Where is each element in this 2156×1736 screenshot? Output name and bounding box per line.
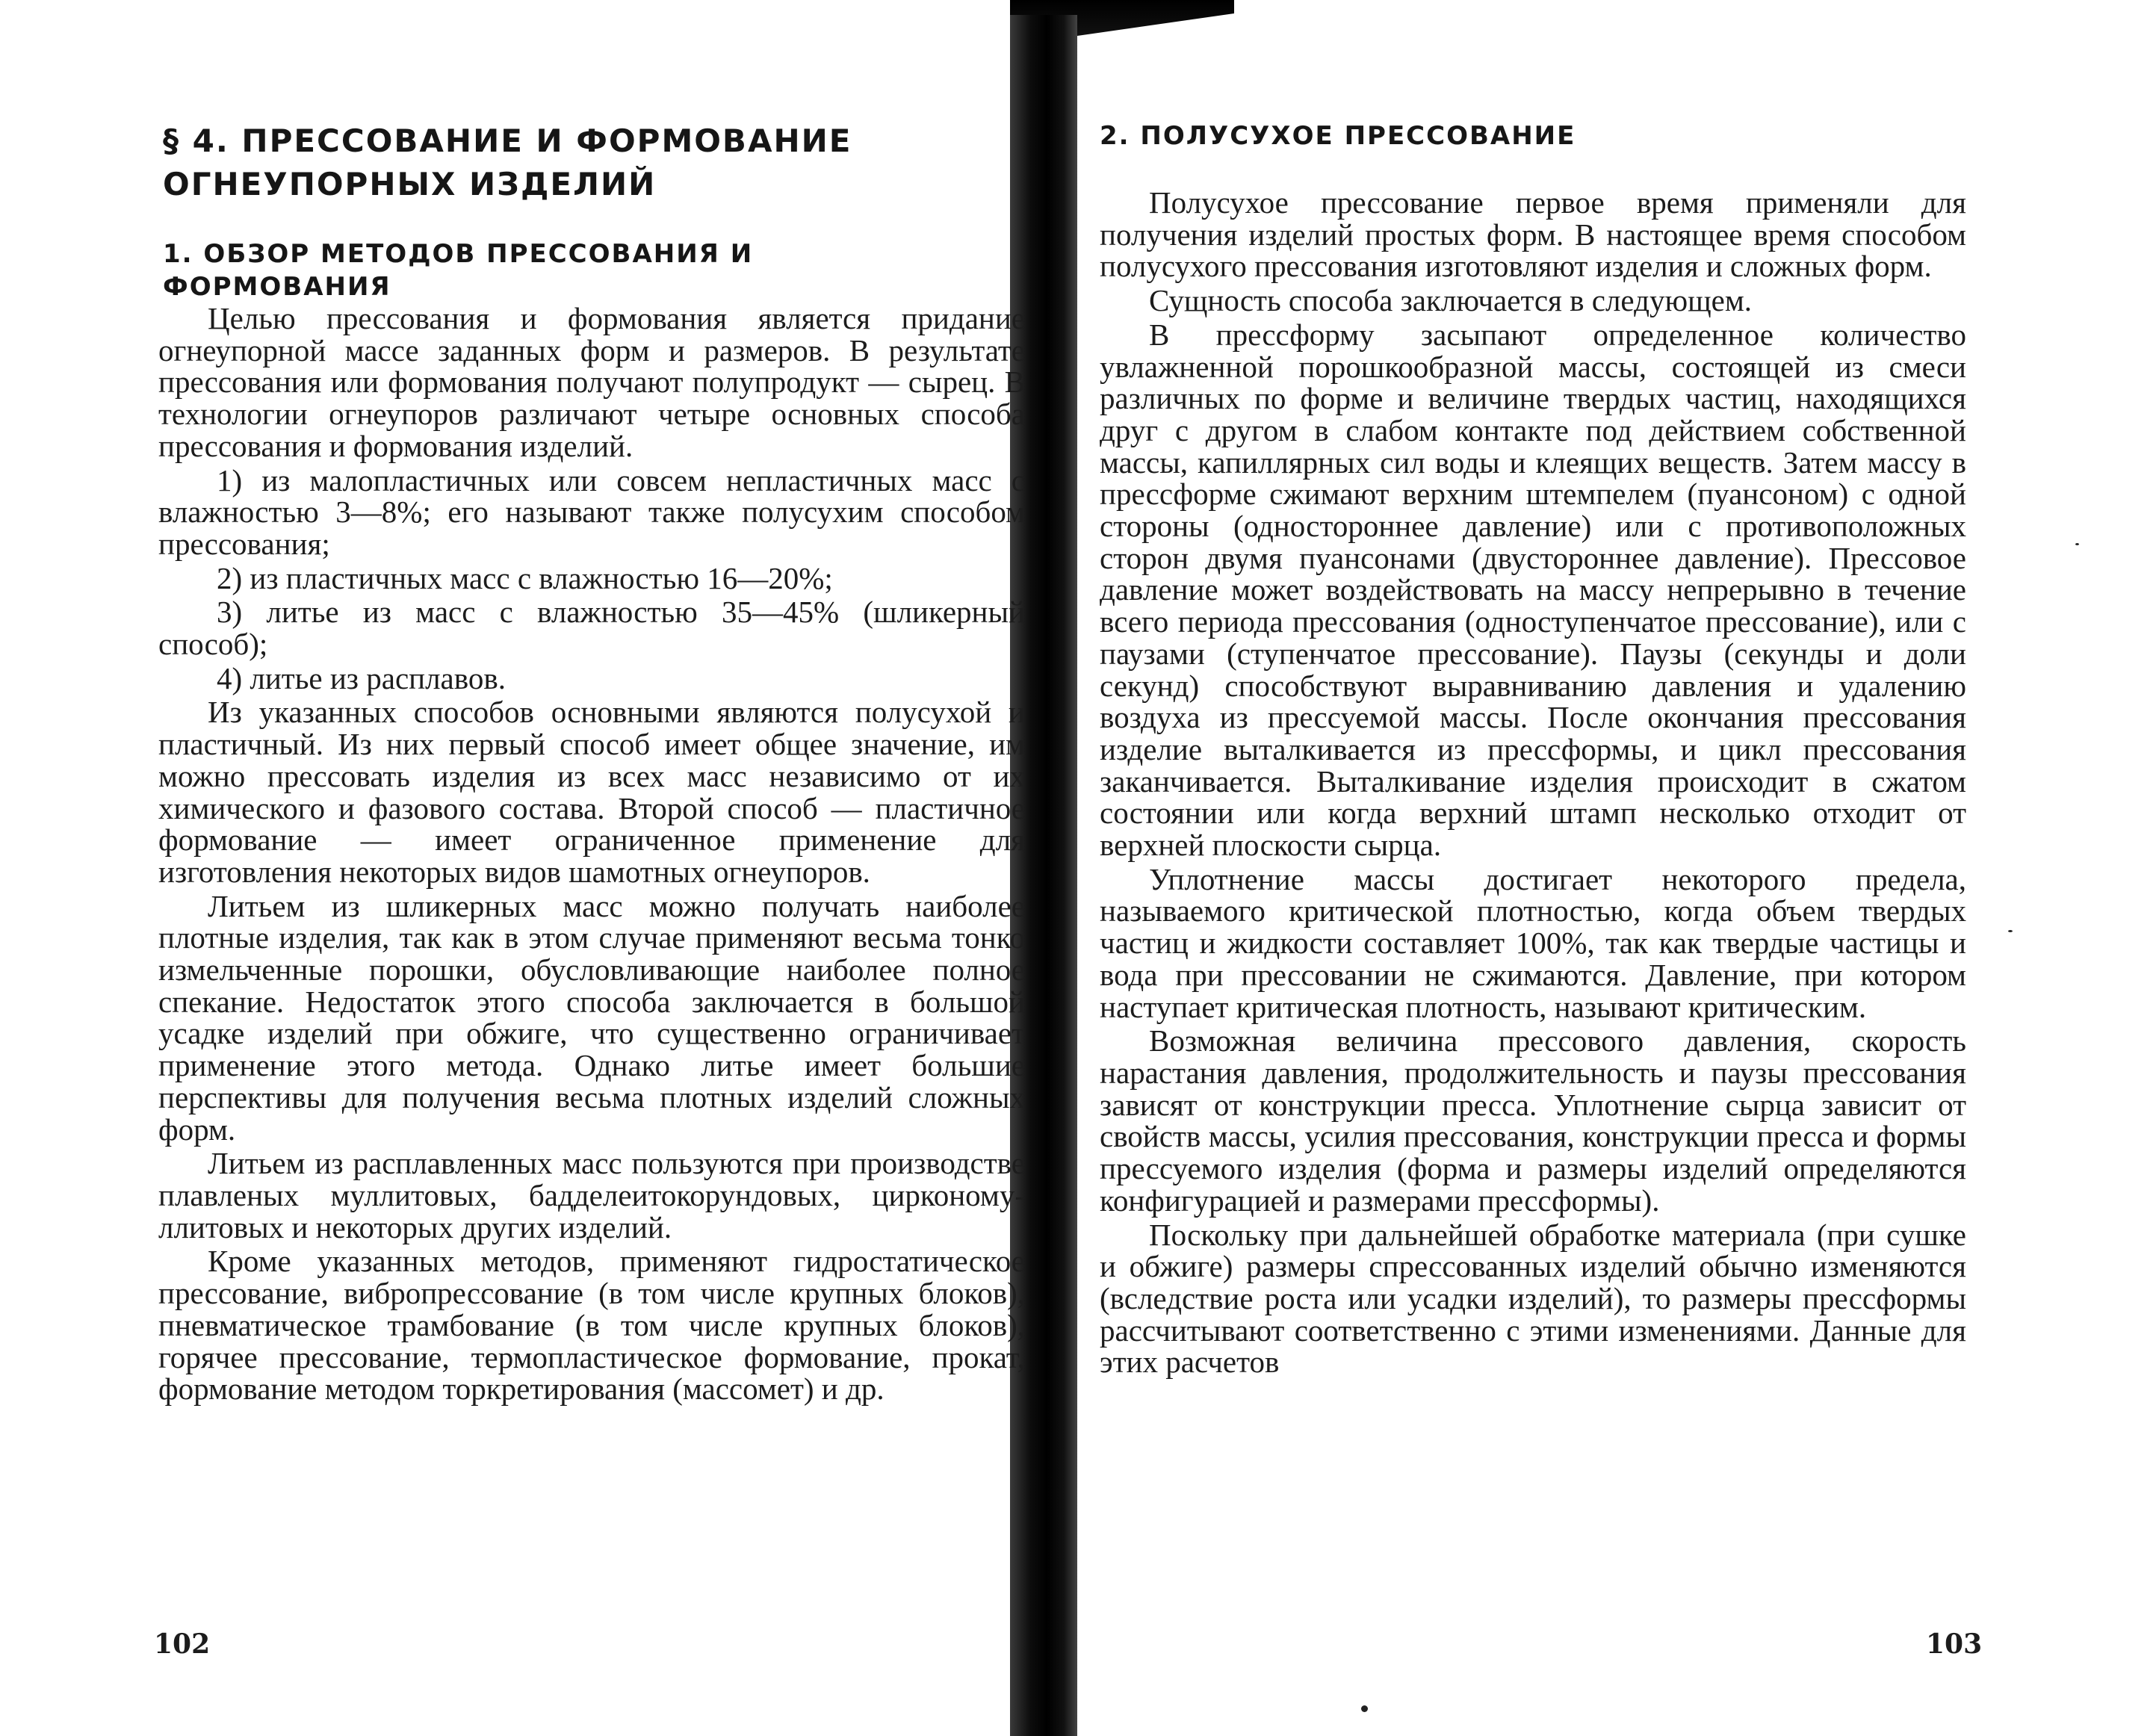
list-item: 1) из малопластичных или совсем непластичных масс с влажностью 3—8%; его называют также полусухим способом прессования; bbox=[158, 462, 1025, 561]
paragraph: Из указанных способов основными являются полусухой и пластичный. Из них первый способ имеет общее значение, им можно прессовать изделия из всех масс независимо от их химического и фазового состава. Второй способ — пластичное формование — имеет ограниченное применение для изготовления некоторых видов шамотных огнеупоров. bbox=[158, 695, 1025, 889]
scan-speck bbox=[2008, 930, 2013, 932]
paragraph: Уплотнение массы достигает некоторого предела, называемого критической плотностью, когда объем твердых частиц и жидкости составляет 100%, так как твердые частицы и вода при прессовании не сжимаются. Давление, при котором наступает критическая плотность, называют критическим. bbox=[1100, 861, 1966, 1024]
paragraph: Возможная величина прессового давления, скорость нарастания давления, продолжительность и паузы прессования зависят от конструкции пресса. Уплотнение сырца зависит от свойств массы, усилия прессования, конструкции пресса и формы прессуемого изделия (форма и размеры изделий определяются конфигурацией и размерами прессформы). bbox=[1100, 1023, 1966, 1218]
list-item: 4) литье из расплавов. bbox=[217, 660, 506, 695]
page-number: 102 bbox=[154, 1628, 211, 1660]
scan-speck bbox=[1361, 1705, 1368, 1712]
paragraph: В прессформу засыпают определенное количество увлажненной порошкообразной массы, состоящей из смеси различных по форме и величине твердых частиц, находящихся друг с другом в слабом контакте под действием собственной массы, капиллярных сил воды и клеящих веществ. Затем массу в прессформе сжимают верхним штемпелем (пуансоном) с одной стороны (одностороннее давление) или с противоположных сторон двумя пуансонами (двустороннее давление). Прессовое давление может воздействовать на массу непрерывно в течение всего периода прессования (одноступенчатое прессование), или с паузами (ступенчатое прессование). Паузы (секунды и доли секунд) способствуют выравниванию давления и удалению воздуха из прессуемой массы. После окончания прессования изделие выталкивается из прессформы, и цикл прессования заканчивается. Выталкивание изделия происходит в сжатом состоянии или когда верхний штамп несколько отходит от верхней плоскости сырца. bbox=[1100, 317, 1966, 863]
paragraph: Кроме указанных методов, применяют гидростатическое прессование, вибропрессование (в том числе крупных блоков), пневматическое трамбование (в том числе крупных блоков), горячее прессование, термопластическое формование, прокат, формование методом торкретирования (массомет) и др. bbox=[158, 1244, 1025, 1407]
subsection-title-overview: 1. ОБЗОР МЕТОДОВ ПРЕССОВАНИЯ И ФОРМОВАНИЯ bbox=[163, 239, 754, 302]
scan-speck bbox=[2075, 543, 2079, 545]
paragraph: Целью прессования и формования является придание огнеупорной массе заданных форм и размеров. В результате прессования или формования получают полупродукт — сырец. В технологии огнеупоров различают четыре основных способа прессования и формования изделий. bbox=[158, 301, 1025, 463]
paragraph: Сущность способа заключается в следующем. bbox=[1149, 283, 1753, 318]
list-item: 2) из пластичных масс с влажностью 16—20%; bbox=[217, 560, 833, 595]
paragraph: Поскольку при дальнейшей обработке материала (при сушке и обжиге) размеры спрессованных изделий обычно изменяются (вследствие роста или усадки изделий), то размеры прессформы рассчитывают соответственно с этими изменениями. Данные для этих расчетов bbox=[1100, 1217, 1966, 1380]
right-page-body bbox=[1100, 187, 1966, 1380]
paragraph: Литьем из шликерных масс можно получать наиболее плотные изделия, так как в этом случае применяют весьма тонко измельченные порошки, обусловливающие наиболее полное спекание. Недостаток этого способа заключается в большой усадке изделий при обжиге, что существенно ограничивает применение этого метода. Однако литье имеет большие перспективы для получения весьма плотных изделий сложных форм. bbox=[158, 888, 1025, 1147]
page-number: 103 bbox=[1926, 1628, 1983, 1660]
paragraph: Литьем из расплавленных масс пользуются при производстве плавленых муллитовых, бадделеитокорундовых, циркономуллитовых и некоторых других изделий. bbox=[158, 1146, 1025, 1244]
section-title: § 4. ПРЕССОВАНИЕ И ФОРМОВАНИЕ ОГНЕУПОРНЫХ ИЗДЕЛИЙ bbox=[163, 123, 852, 202]
list-item: 3) литье из масс с влажностью 35—45% (шликерный способ); bbox=[158, 595, 1025, 662]
subsection-title-semidry: 2. ПОЛУСУХОЕ ПРЕССОВАНИЕ bbox=[1100, 121, 1576, 151]
paragraph: Полусухое прессование первое время применяли для получения изделий простых форм. В настоящее время способом полусухого прессования изготовляют изделия и сложных форм. bbox=[1100, 185, 1966, 284]
